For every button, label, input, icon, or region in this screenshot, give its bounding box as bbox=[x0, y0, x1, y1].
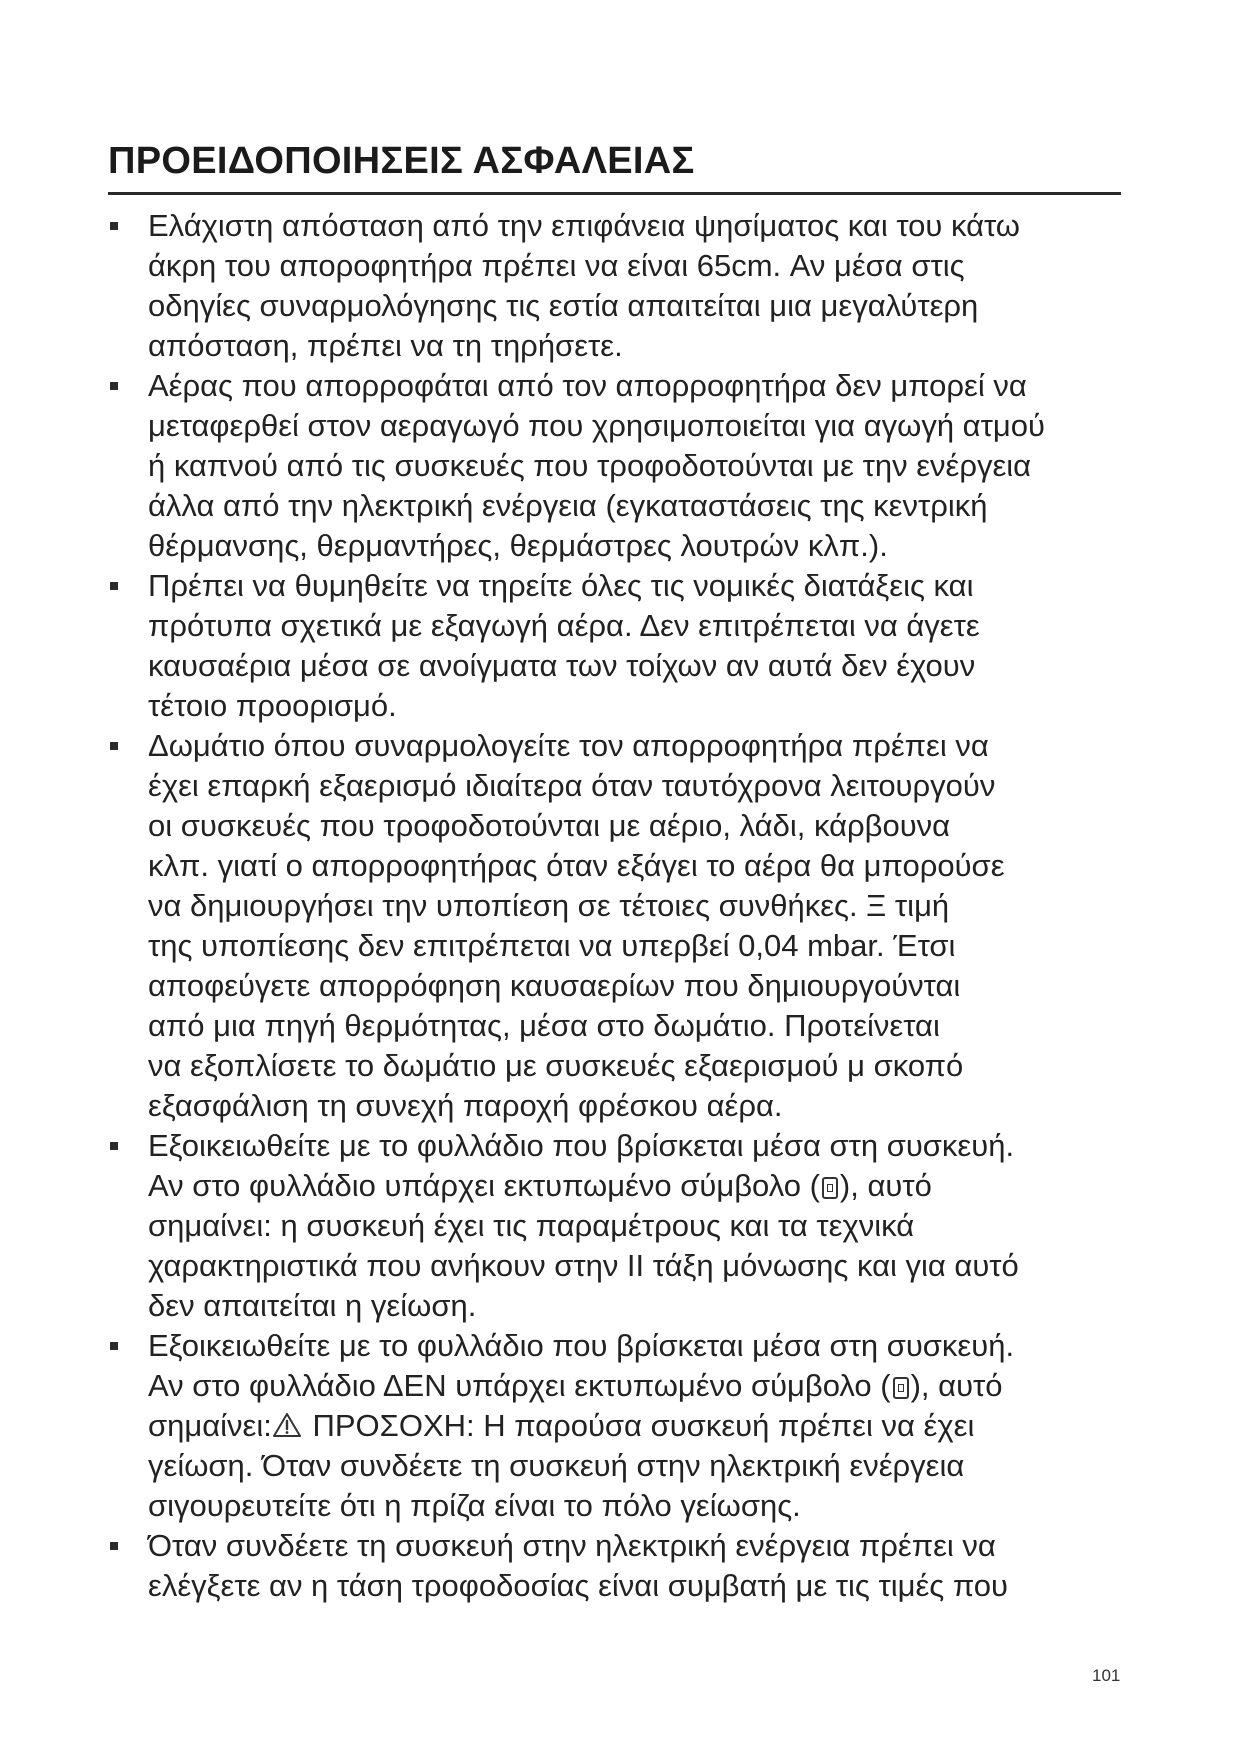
bullet-marker bbox=[110, 222, 118, 230]
text-line: καυσαέρια μέσα σε ανοίγματα των τοίχων αν αυτά δεν έχουν bbox=[148, 648, 976, 683]
page-title: ΠΡΟΕΙΔΟΠΟΙΗΣΕΙΣ ΑΣΦΑΛΕΙΑΣ bbox=[108, 140, 695, 182]
text-line: να εξοπλίσετε το δωμάτιο με συσκευές εξαερισμού μ σκοπό bbox=[148, 1048, 964, 1083]
list-item bbox=[108, 1126, 1128, 1326]
text-line: οδηγίες συναρμολόγησης τις εστία απαιτείται μια μεγαλύτερη bbox=[148, 288, 979, 323]
list-item bbox=[108, 1526, 1128, 1606]
double-square-icon bbox=[893, 1377, 909, 1399]
list-item bbox=[108, 566, 1128, 726]
text-line: αποφεύγετε απορρόφηση καυσαερίων που δημιουργούνται bbox=[148, 968, 961, 1003]
text-line: Δωμάτιο όπου συναρμολογείτε τον απορροφητήρα πρέπει να bbox=[148, 728, 989, 763]
text-line: ελέγξετε αν η τάση τροφοδοσίας είναι συμβατή με τις τιμές που bbox=[148, 1568, 1008, 1603]
text-fragment: Αν στο φυλλάδιο ΔΕΝ υπάρχει εκτυπωμένο σύμβολο ( bbox=[148, 1368, 891, 1403]
warning-triangle-icon bbox=[272, 1412, 302, 1438]
text-fragment: σημαίνει: bbox=[148, 1408, 272, 1443]
text-line: Ελάχιστη απόσταση από την επιφάνεια ψησίματος και του κάτω bbox=[148, 208, 1020, 243]
bullet-marker bbox=[110, 1342, 118, 1350]
text-line: άκρη του αποροφητήρα πρέπει να είναι 65cm. Αν μέσα στις bbox=[148, 248, 965, 283]
text-line bbox=[148, 1366, 1128, 1406]
list-item bbox=[108, 206, 1128, 366]
text-line: οι συσκευές που τροφοδοτούνται με αέριο, λάδι, κάρβουνα bbox=[148, 808, 951, 843]
list-item bbox=[108, 726, 1128, 1126]
text-line: Πρέπει να θυμηθείτε να τηρείτε όλες τις νομικές διατάξεις και bbox=[148, 568, 974, 603]
text-line: Εξοικειωθείτε με το φυλλάδιο που βρίσκεται μέσα στη συσκευή. bbox=[148, 1128, 1015, 1163]
text-line: άλλα από την ηλεκτρική ενέργεια (εγκαταστάσεις της κεντρική bbox=[148, 488, 988, 523]
double-square-icon bbox=[822, 1177, 838, 1199]
text-line: πρότυπα σχετικά με εξαγωγή αέρα. Δεν επιτρέπεται να άγετε bbox=[148, 608, 980, 643]
text-line bbox=[148, 1406, 1128, 1446]
text-line: εξασφάλιση τη συνεχή παροχή φρέσκου αέρα. bbox=[148, 1088, 783, 1123]
safety-warnings-list bbox=[108, 206, 1128, 1606]
text-line: Αέρας που απορροφάται από τον απορροφητήρα δεν μπορεί να bbox=[148, 368, 1027, 403]
text-fragment: Αν στο φυλλάδιο υπάρχει εκτυπωμένο σύμβολο ( bbox=[148, 1168, 820, 1203]
text-line: τέτοιο προορισμό. bbox=[148, 688, 397, 723]
text-line: θέρμανσης, θερμαντήρες, θερμάστρες λουτρών κλπ.). bbox=[148, 528, 888, 563]
text-line: να δημιουργήσει την υποπίεση σε τέτοιες συνθήκες. Ξ τιμή bbox=[148, 888, 950, 923]
text-line: κλπ. γιατί ο απορροφητήρας όταν εξάγει το αέρα θα μπορούσε bbox=[148, 848, 1005, 883]
text-fragment: ), αυτό bbox=[839, 1168, 932, 1203]
text-line: γείωση. Όταν συνδέετε τη συσκευή στην ηλεκτρική ενέργεια bbox=[148, 1448, 965, 1483]
text-line: ή καπνού από τις συσκευές που τροφοδοτούνται με την ενέργεια bbox=[148, 448, 1032, 483]
bullet-marker bbox=[110, 1142, 118, 1150]
page-number: 101 bbox=[1092, 1666, 1121, 1685]
text-line: από μια πηγή θερμότητας, μέσα στο δωμάτιο. Προτείνεται bbox=[148, 1008, 940, 1043]
text-line: Εξοικειωθείτε με το φυλλάδιο που βρίσκεται μέσα στη συσκευή. bbox=[148, 1328, 1015, 1363]
text-line: Όταν συνδέετε τη συσκευή στην ηλεκτρική ενέργεια πρέπει να bbox=[148, 1528, 996, 1563]
bullet-marker bbox=[110, 1542, 118, 1550]
text-line: μεταφερθεί στον αεραγωγό που χρησιμοποιείται για αγωγή ατμού bbox=[148, 408, 1045, 443]
bullet-marker bbox=[110, 742, 118, 750]
text-line: της υποπίεσης δεν επιτρέπεται να υπερβεί 0,04 mbar. Έτσι bbox=[148, 928, 956, 963]
text-line: δεν απαιτείται η γείωση. bbox=[148, 1288, 477, 1323]
list-item bbox=[108, 366, 1128, 566]
text-line: χαρακτηριστικά που ανήκουν στην II τάξη μόνωσης και για αυτό bbox=[148, 1248, 1019, 1283]
text-line: σιγουρευτείτε ότι η πρίζα είναι το πόλο γείωσης. bbox=[148, 1488, 801, 1523]
title-underline bbox=[108, 192, 1121, 195]
text-line: απόσταση, πρέπει να τη τηρήσετε. bbox=[148, 328, 623, 363]
text-line: σημαίνει: η συσκευή έχει τις παραμέτρους και τα τεχνικά bbox=[148, 1208, 915, 1243]
bullet-marker bbox=[110, 582, 118, 590]
list-item bbox=[108, 1326, 1128, 1526]
text-fragment: ΠΡΟΣΟΧΗ: Η παρούσα συσκευή πρέπει να έχει bbox=[303, 1408, 975, 1443]
text-fragment: ), αυτό bbox=[910, 1368, 1003, 1403]
text-line bbox=[148, 1166, 1128, 1206]
bullet-marker bbox=[110, 382, 118, 390]
text-line: έχει επαρκή εξαερισμό ιδιαίτερα όταν ταυτόχρονα λειτουργούν bbox=[148, 768, 996, 803]
